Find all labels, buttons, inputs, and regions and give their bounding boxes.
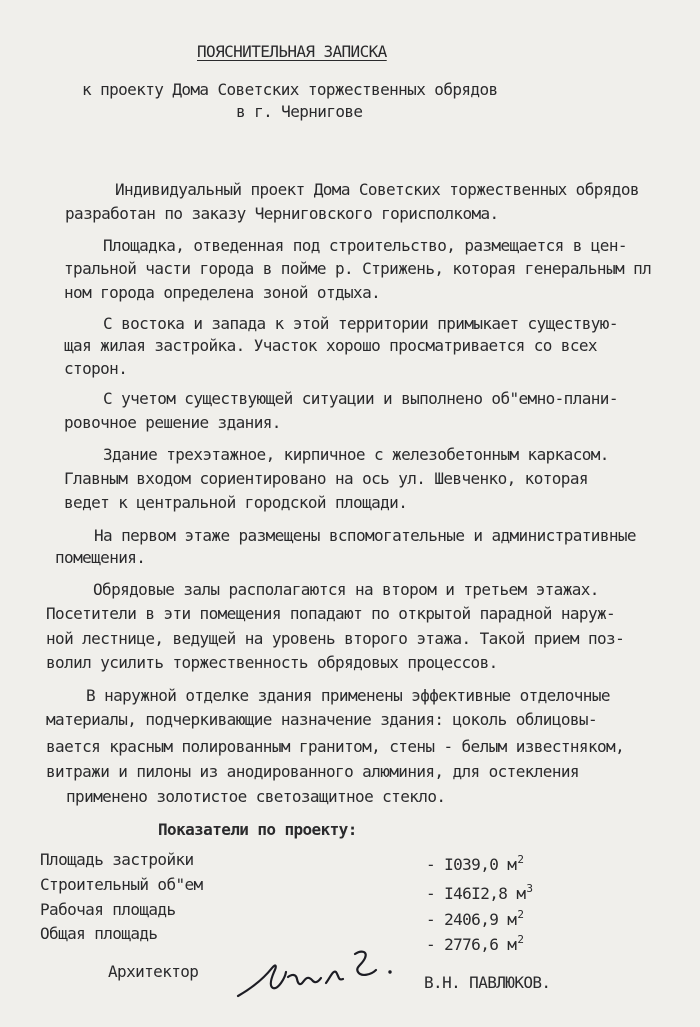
- indicator-value-text: - 2776,6 м: [426, 935, 517, 954]
- indicator-exponent: 2: [517, 853, 524, 866]
- body-line: помещения.: [55, 548, 146, 567]
- indicator-label: Общая площадь: [40, 924, 158, 943]
- body-line: применено золотистое светозащитное стекло.: [66, 787, 446, 806]
- body-line: Посетители в эти помещения попадают по открытой парадной наруж-: [46, 604, 616, 623]
- indicator-value-text: - 2406,9 м: [426, 910, 517, 929]
- body-line: Индивидуальный проект Дома Советских торжественных обрядов: [115, 180, 639, 199]
- indicator-exponent: 3: [526, 882, 533, 895]
- body-line: ведет к центральной городской площади.: [64, 493, 408, 512]
- body-line: Обрядовые залы располагаются на втором и третьем этажах.: [93, 580, 599, 599]
- indicator-value: [426, 935, 523, 955]
- body-line: разработан по заказу Черниговского горисполкома.: [65, 204, 499, 223]
- document-subtitle-line-1: к проекту Дома Советских торжественных обрядов: [82, 80, 498, 99]
- body-line: Здание трехэтажное, кирпичное с железобетонным каркасом.: [103, 445, 609, 464]
- indicator-value-text: - I039,0 м: [426, 855, 517, 874]
- indicator-label: Строительный об"ем: [40, 875, 203, 894]
- indicator-value: [426, 910, 523, 930]
- indicator-value-text: - I46I2,8 м: [426, 884, 526, 903]
- body-line: витражи и пилоны из анодированного алюминия, для остекления: [46, 762, 579, 781]
- architect-role: Архитектор: [108, 962, 199, 981]
- indicator-exponent: 2: [517, 933, 524, 946]
- body-line: волил усилить торжественность обрядовых процессов.: [46, 653, 498, 672]
- body-line: С учетом существующей ситуации и выполнено об"емно-плани-: [103, 389, 618, 408]
- body-line: вается красным полированным гранитом, стены - белым известняком,: [46, 737, 625, 756]
- body-line: ровочное решение здания.: [64, 413, 281, 432]
- body-line: щая жилая застройка. Участок хорошо просматривается со всех: [64, 336, 597, 355]
- indicators-heading: Показатели по проекту:: [158, 820, 357, 839]
- body-line: тральной части города в пойме р. Стрижень, которая генеральным пл: [64, 259, 652, 278]
- body-line: С востока и запада к этой территории примыкает существую-: [103, 314, 618, 333]
- signature-image: [230, 948, 410, 1003]
- body-line: ном города определена зоной отдыха.: [64, 283, 381, 302]
- architect-name: В.Н. ПАВЛЮКОВ.: [424, 973, 551, 992]
- document-subtitle-line-2: в г. Чернигове: [236, 102, 363, 121]
- indicator-value: [426, 884, 532, 904]
- body-line: В наружной отделке здания применены эффективные отделочные: [86, 686, 610, 705]
- body-line: На первом этаже размещены вспомогательные и административные: [94, 526, 636, 545]
- indicator-exponent: 2: [517, 908, 524, 921]
- indicator-label: Площадь застройки: [40, 850, 194, 869]
- body-line: ной лестнице, ведущей на уровень второго этажа. Такой прием поз-: [46, 629, 625, 648]
- indicator-label: Рабочая площадь: [40, 900, 176, 919]
- body-line: Площадка, отведенная под строительство, размещается в цен-: [103, 236, 627, 255]
- body-line: Главным входом сориентировано на ось ул. Шевченко, которая: [64, 469, 588, 488]
- body-line: сторон.: [64, 359, 128, 378]
- indicator-value: [426, 855, 523, 875]
- document-title: ПОЯСНИТЕЛЬНАЯ ЗАПИСКА: [197, 42, 387, 61]
- body-line: материалы, подчеркивающие назначение здания: цоколь облицовы-: [46, 710, 598, 729]
